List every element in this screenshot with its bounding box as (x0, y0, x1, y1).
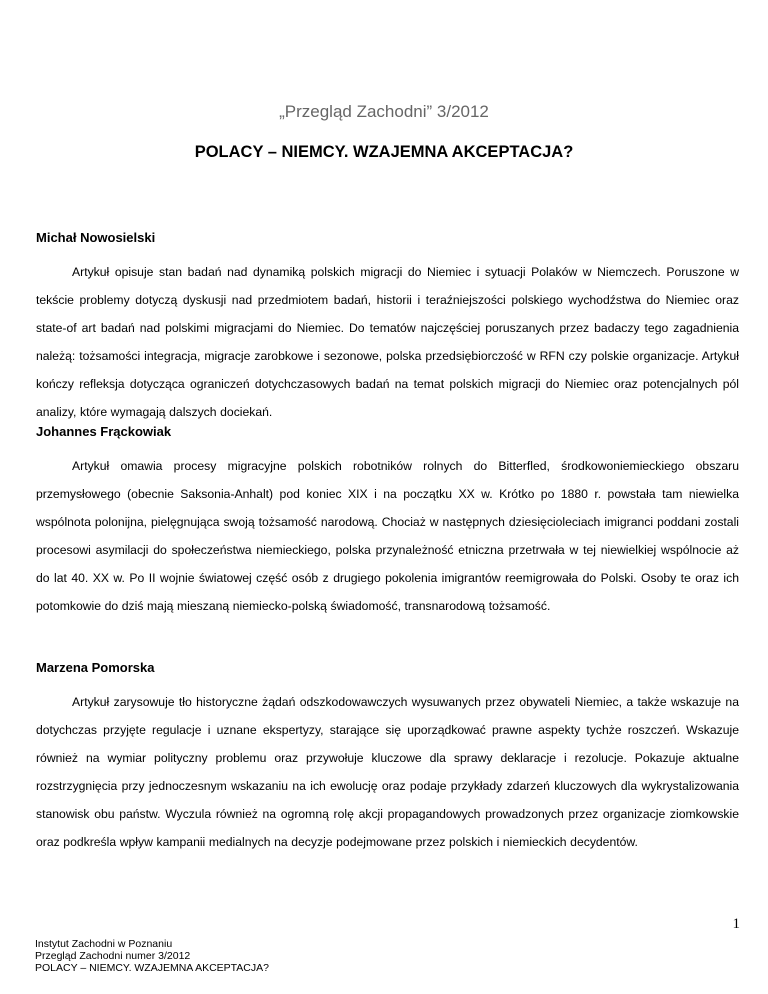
article-abstract: Artykuł omawia procesy migracyjne polskich robotników rolnych do Bitterfled, środkowoniemieckiego obszaru przemysłowego (obecnie Saksonia-Anhalt) pod koniec XIX i na początku XX w. Krótko po 1880 r. powstała tam niewielka wspólnota polonijna, pielęgnująca swoją tożsamość narodową. Chociaż w następnych dziesięcioleciach imigranci poddani zostali procesowi asymilacji do społeczeństwa niemieckiego, polska przynależność etniczna przetrwała w tej niewielkiej wspólnocie aż do lat 40. XX w. Po II wojnie światowej część osób z drugiego pokolenia imigrantów reemigrowała do Polski. Osoby te oraz ich potomkowie do dziś mają mieszaną niemiecko-polską świadomość, transnarodową tożsamość. (36, 459, 739, 613)
author-name: Johannes Frąckowiak (36, 424, 172, 439)
page-number: 1 (732, 916, 740, 932)
article-section (36, 424, 739, 620)
article-section (36, 660, 739, 856)
article-abstract: Artykuł zarysowuje tło historyczne żądań odszkodowawczych wysuwanych przez obywateli Niemiec, a także wskazuje na dotychczas przyjęte regulacje i uznane ekspertyzy, starające się uporządkować prawne aspekty tychże roszczeń. Wskazuje również na wymiar polityczny problemu oraz przywołuje kluczowe dla sprawy deklaracje i rezolucje. Pokazuje aktualne rozstrzygnięcia przy jednoczesnym wskazaniu na ich ewolucję oraz podaje przykłady zdarzeń kluczowych dla wykrystalizowania stanowisk obu państw. Wyczula również na ogromną rolę akcji propagandowych prowadzonych przez organizacje ziomkowskie oraz podkreśla wpływ kampanii medialnych na decyzje podejmowane przez polskich i niemieckich decydentów. (36, 695, 739, 849)
article-abstract: Artykuł opisuje stan badań nad dynamiką polskich migracji do Niemiec i sytuacji Polaków w Niemczech. Poruszone w tekście problemy dotyczą dyskusji nad przedmiotem badań, historii i teraźniejszości polskiego wychodźstwa do Niemiec oraz state-of art badań nad polskimi migracjami do Niemiec. Do tematów najczęściej poruszanych przez badaczy tego zagadnienia należą: tożsamości integracja, migracje zarobkowe i sezonowe, polska przedsiębiorczość w RFN czy polskie organizacje. Artykuł kończy refleksja dotycząca ograniczeń dotychczasowych badań na temat polskich migracji do Niemiec oraz potencjalnych pól analizy, które wymagają dalszych dociekań. (36, 265, 739, 419)
article-section (36, 230, 739, 426)
journal-issue: „Przegląd Zachodni” 3/2012 (279, 102, 489, 121)
footer-institute: Instytut Zachodni w Poznaniu (35, 938, 173, 950)
page-footer (35, 938, 269, 974)
author-name: Michał Nowosielski (36, 230, 156, 245)
footer-title: POLACY – NIEMCY. WZAJEMNA AKCEPTACJA? (35, 962, 269, 974)
page-title: POLACY – NIEMCY. WZAJEMNA AKCEPTACJA? (194, 143, 574, 161)
footer-journal: Przegląd Zachodni numer 3/2012 (35, 950, 191, 962)
author-name: Marzena Pomorska (36, 660, 155, 675)
